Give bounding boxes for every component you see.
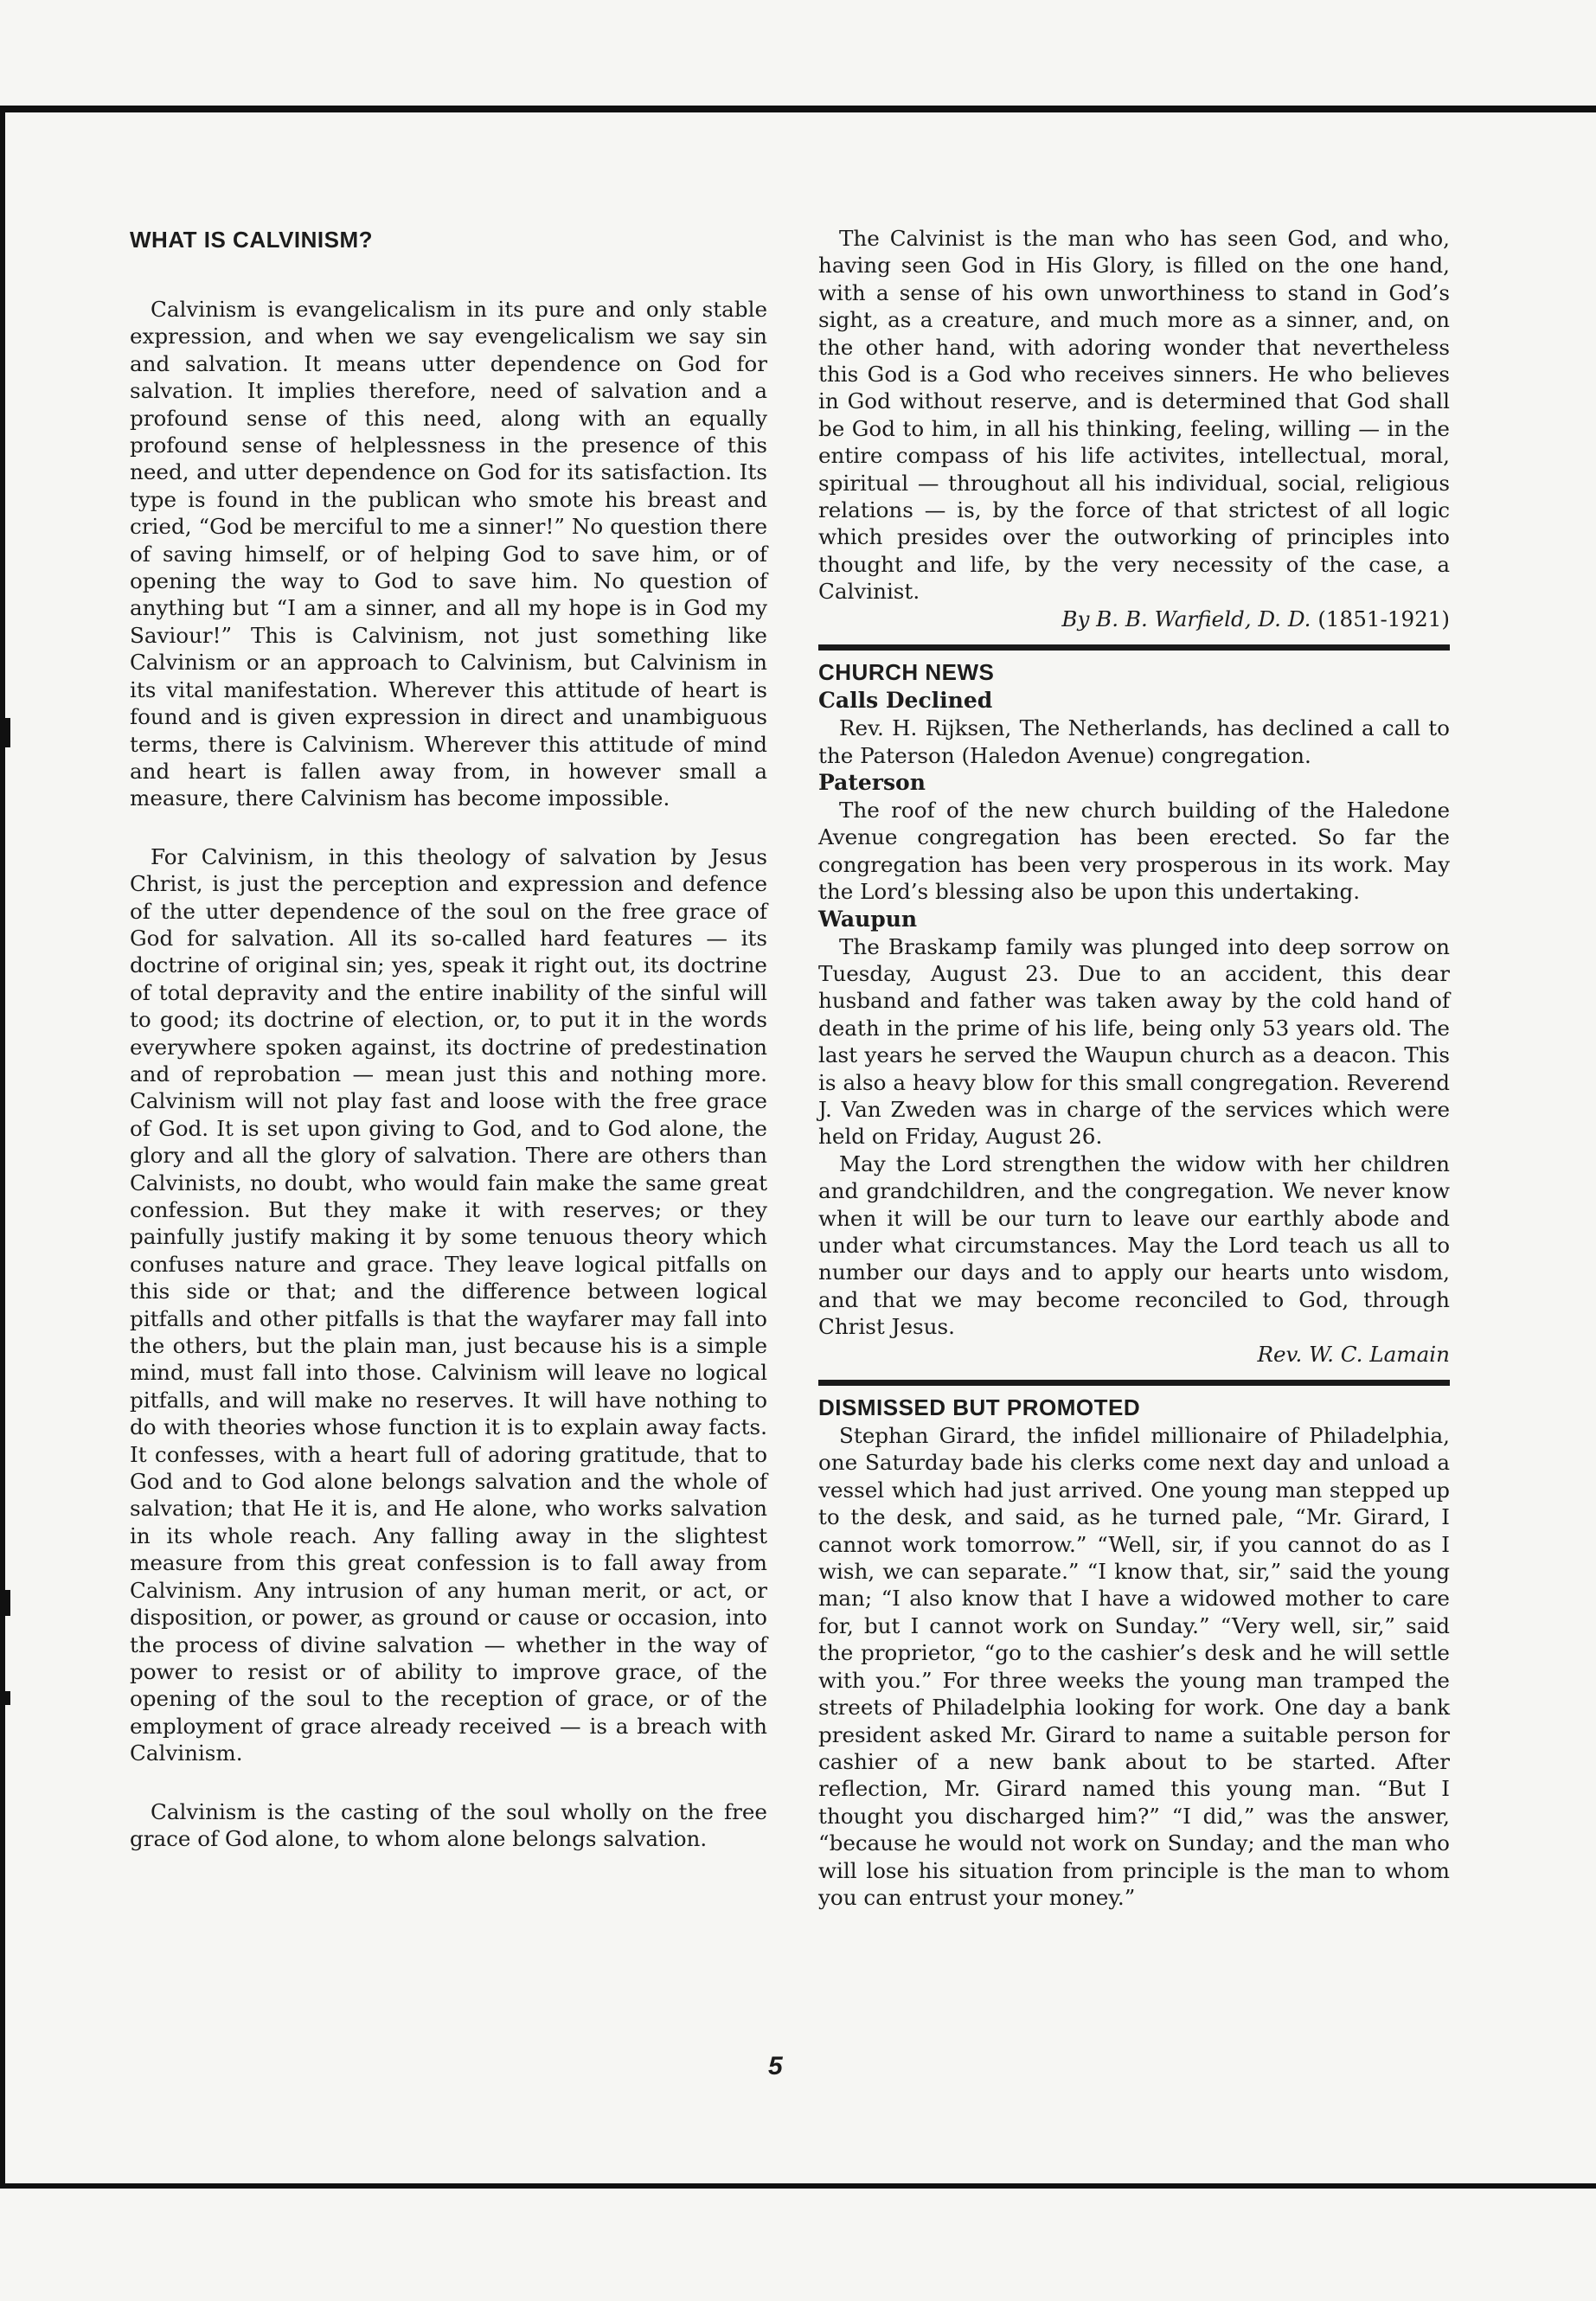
- subheading-calls-declined: Calls Declined: [818, 688, 993, 714]
- byline-lamain: [818, 1341, 1450, 1368]
- byline-author: Rev. W. C. Lamain: [1257, 1341, 1450, 1367]
- section-title-church-news: CHURCH NEWS: [818, 659, 995, 686]
- page-number: 5: [768, 2052, 783, 2080]
- subheading-waupun: Waupun: [818, 906, 918, 932]
- subheading-paterson: Paterson: [818, 769, 926, 795]
- byline-author: By B. B. Warfield, D. D.: [1061, 606, 1311, 631]
- left-border-rule: [0, 106, 5, 2187]
- byline-years: (1851-1921): [1317, 606, 1450, 631]
- news-paragraph: May the Lord strengthen the widow with her children and grandchildren, and the congregation. We never know when it will be our turn to leave our earthly abode and under what circumstances. May the Lord teach us all to number our days and to apply our hearts unto wisdom, and that we may become reconciled to God, through Christ Jesus.: [818, 1150, 1450, 1340]
- bottom-border-rule: [0, 2183, 1596, 2189]
- article-paragraph: Calvinism is evangelicalism in its pure and only stable expression, and when we say evengelicalism we say sin and salvation. It means utter dependence on God for salvation. It implies therefore, need of salvation and a profound sense of this need, along with an equally profound sense of helplessness in the presence of this need, and utter dependence on God for its satisfaction. Its type is found in the publican who smote his breast and cried, “God be merciful to me a sinner!” No question there of saving himself, or of helping God to save him, or of opening the way to God to save him. No question of anything but “I am a sinner, and all my hope is in God my Saviour!” This is Calvinism, not just something like Calvinism or an approach to Calvinism, but Calvinism in its vital manifestation. Wherever this attitude of heart is found and is given expression in direct and unambiguous terms, there is Calvinism. Wherever this attitude of mind and heart is fallen away from, in however small a measure, there Calvinism has become impossible.: [130, 297, 767, 811]
- top-border-rule: [0, 106, 1596, 112]
- section-divider: [818, 644, 1450, 651]
- margin-mark: [5, 1590, 10, 1616]
- margin-mark: [5, 718, 10, 747]
- article-title-what-is-calvinism: WHAT IS CALVINISM?: [130, 227, 374, 253]
- news-paragraph: The roof of the new church building of the Haledone Avenue congregation has been erected. So far the congregation has been very prosperous in its work. May the Lord’s blessing also be upon this undertaking.: [818, 797, 1450, 905]
- byline-warfield: [818, 606, 1450, 632]
- article-paragraph: The Calvinist is the man who has seen God, and who, having seen God in His Glory, is filled on the one hand, with a sense of his own unworthiness to stand in God’s sight, as a creature, and much more as a sinner, and, on the other hand, with adoring wonder that nevertheless this God is a God who receives sinners. He who believes in God without reserve, and is determined that God shall be God to him, in all his thinking, feeling, willing — in the entire compass of his life activites, intellectual, moral, spiritual — throughout all his individual, social, religious relations — is, by the force of that strictest of all logic which presides over the outworking of principles into thought and life, by the very necessity of the case, a Calvinist.: [818, 226, 1450, 605]
- section-divider: [818, 1380, 1450, 1386]
- article-paragraph: For Calvinism, in this theology of salvation by Jesus Christ, is just the perception and expression and defence of the utter dependence of the soul on the free grace of God for salvation. All its so-called hard features — its doctrine of original sin; yes, speak it right out, its doctrine of total depravity and the entire inability of the sinful will to good; its doctrine of election, or, to put it in the words everywhere spoken against, its doctrine of predestination and of reprobation — mean just this and nothing more. Calvinism will not play fast and loose with the free grace of God. It is set upon giving to God, and to God alone, the glory and all the glory of salvation. There are others than Calvinists, no doubt, who would fain make the same great confession. But they make it with reserves; or they painfully justify making it by some tenuous theory which confuses nature and grace. They leave logical pitfalls on this side or that; and the difference between logical pitfalls and other pitfalls is that the wayfarer may fall into the others, but the plain man, just because his is a simple mind, must fall into those. Calvinism will leave no logical pitfalls, and will make no reserves. It will have nothing to do with theories whose function it is to explain away facts. It confesses, with a heart full of adoring gratitude, that to God and to God alone belongs salvation and the whole of salvation; that He it is, and He alone, who works salvation in its whole reach. Any falling away in the slightest measure from this great confession is to fall away from Calvinism. Any intrusion of any human merit, or act, or disposition, or power, as ground or cause or occasion, into the process of divine salvation — whether in the way of power to resist or of ability to improve grace, of the opening of the soul to the reception of grace, or of the employment of grace already received — is a breach with Calvinism.: [130, 843, 767, 1766]
- margin-mark: [5, 1691, 10, 1705]
- left-column: [130, 225, 767, 1852]
- section-title-dismissed-but-promoted: DISMISSED BUT PROMOTED: [818, 1394, 1141, 1421]
- news-paragraph: The Braskamp family was plunged into deep sorrow on Tuesday, August 23. Due to an accident, this dear husband and father was taken away by the cold hand of death in the prime of his life, being only 53 years old. The last years he served the Waupun church as a deacon. This is also a heavy blow for this small congregation. Reverend J. Van Zweden was in charge of the services which were held on Friday, August 26.: [818, 933, 1450, 1150]
- story-paragraph: Stephan Girard, the infidel millionaire of Philadelphia, one Saturday bade his clerks come next day and unload a vessel which had just arrived. One young man stepped up to the desk, and said, as he turned pale, “Mr. Girard, I cannot work tomorrow.” “Well, sir, if you cannot do as I wish, we can separate.” “I know that, sir,” said the young man; “I also know that I have a widowed mother to care for, but I cannot work on Sunday.” “Very well, sir,” said the proprietor, “go to the cashier’s desk and he will settle with you.” For three weeks the young man tramped the streets of Philadelphia looking for work. One day a bank president asked Mr. Girard to name a suitable person for cashier of a new bank about to be started. After reflection, Mr. Girard named this young man. “But I thought you discharged him?” “I did,” was the answer, “because he would not work on Sunday; and the man who will lose his situation from principle is the man to whom you can entrust your money.”: [818, 1423, 1450, 1910]
- right-column: [818, 225, 1450, 1911]
- article-paragraph: Calvinism is the casting of the soul wholly on the free grace of God alone, to whom alone belongs salvation.: [130, 1798, 767, 1851]
- news-paragraph: Rev. H. Rijksen, The Netherlands, has declined a call to the Paterson (Haledon Avenue) congregation.: [818, 715, 1450, 768]
